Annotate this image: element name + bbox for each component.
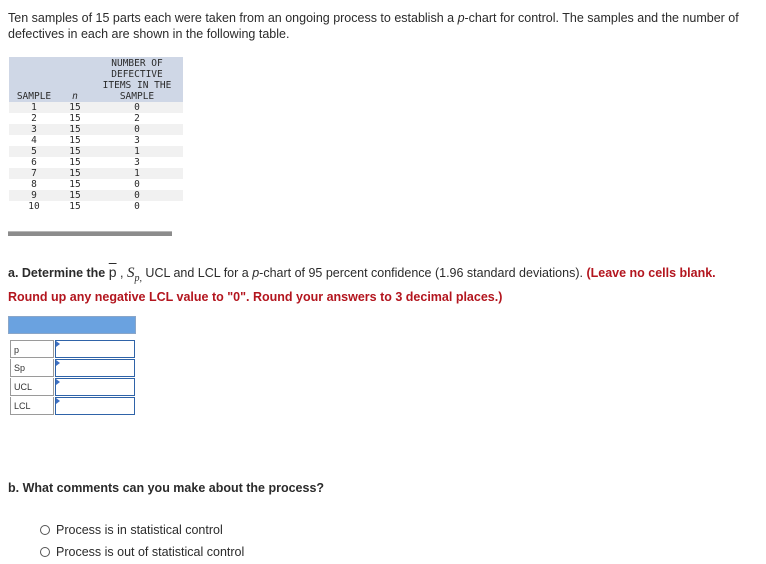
header-defective (91, 57, 183, 102)
answer-row-ucl (8, 378, 136, 397)
intro-text-rest: -chart for control. The samples and the number of defectives in each are shown in the following table. (8, 11, 739, 41)
intro-p-italic: p (457, 11, 465, 25)
table-row (9, 102, 183, 113)
cell-sample: 4 (31, 135, 37, 146)
cell-sample: 8 (31, 179, 37, 190)
sp-symbol (126, 265, 142, 284)
header-line: ITEMS IN THE (102, 80, 172, 91)
table-row (9, 113, 183, 124)
answer-row-lcl (8, 397, 136, 416)
cell-n: 15 (69, 157, 81, 168)
table-row (9, 201, 183, 212)
cell-defective: 3 (134, 135, 140, 146)
cell-sample: 10 (28, 201, 40, 212)
cell-n: 15 (59, 190, 91, 201)
intro-text: Ten samples of 15 parts each were taken from an ongoing process to establish a (8, 11, 458, 25)
cell-defective: 0 (91, 102, 183, 113)
cell-n: 15 (69, 135, 81, 146)
cell-n: 15 (59, 124, 91, 135)
cell-sample: 9 (9, 190, 59, 201)
answer-label-ucl: UCL (10, 378, 54, 396)
answer-grid-header (8, 316, 136, 334)
question-a-rest: -chart of 95 percent confidence (1.96 standard deviations). (259, 266, 587, 280)
sp-main: S (126, 265, 135, 281)
cell-n: 15 (69, 201, 81, 212)
cell-defective: 1 (91, 146, 183, 157)
p-italic: p (252, 266, 260, 280)
question-a (8, 263, 758, 306)
question-a-instruction: (Leave no cells blank. Round up any negative LCL value to "0". Round your answers to 3 decimal places.) (8, 266, 716, 304)
header-line: DEFECTIVE (111, 69, 163, 80)
input-marker-icon (56, 379, 60, 385)
cell-defective: 0 (91, 190, 183, 201)
answer-label-lcl: LCL (10, 397, 54, 415)
option-label: Process is in statistical control (56, 523, 223, 537)
cell-sample: 5 (9, 146, 59, 157)
cell-sample: 2 (31, 113, 37, 124)
cell-n: 15 (59, 102, 91, 113)
input-marker-icon (56, 360, 60, 366)
answer-row-sp (8, 359, 136, 378)
cell-n: 15 (69, 113, 81, 124)
input-marker-icon (56, 398, 60, 404)
radio-button[interactable] (40, 525, 50, 535)
cell-n: 15 (59, 168, 91, 179)
cell-sample: 3 (9, 124, 59, 135)
sp-input[interactable] (55, 359, 135, 377)
question-a-middle: UCL and LCL for a (141, 266, 253, 280)
header-line: SAMPLE (119, 91, 155, 102)
answer-grid (8, 316, 136, 416)
cell-n: 15 (59, 146, 91, 157)
option-label: Process is out of statistical control (56, 545, 245, 559)
cell-sample: 6 (31, 157, 37, 168)
ucl-input[interactable] (55, 378, 135, 396)
p-bar-symbol: $\overline{p}$ (108, 264, 117, 280)
table-row (9, 179, 183, 190)
radio-button[interactable] (40, 547, 50, 557)
question-b-text: b. What comments can you make about the process? (8, 481, 325, 495)
lcl-input[interactable] (55, 397, 135, 415)
option-in-control[interactable] (40, 523, 223, 537)
cell-defective: 0 (91, 124, 183, 135)
table-row (9, 190, 183, 201)
table-row (9, 157, 183, 168)
cell-sample: 7 (9, 168, 59, 179)
problem-intro (8, 10, 758, 42)
defects-table (9, 57, 183, 212)
sp-sub: p, (134, 273, 142, 284)
cell-defective: 2 (134, 113, 140, 124)
header-sample: SAMPLE (9, 57, 59, 102)
separator: , (116, 266, 127, 280)
table-bottom-rule (8, 231, 172, 236)
input-marker-icon (56, 341, 60, 347)
question-b (8, 481, 324, 495)
table-row (9, 168, 183, 179)
table-header-row (9, 57, 183, 102)
cell-defective: 1 (91, 168, 183, 179)
p-bar-input[interactable] (55, 340, 135, 358)
header-n: n (59, 57, 91, 102)
question-a-lead: a. Determine the (8, 266, 109, 280)
option-out-of-control[interactable] (40, 545, 244, 559)
cell-n: 15 (69, 179, 81, 190)
answer-label-p: p (10, 340, 54, 358)
answer-row-p (8, 340, 136, 359)
table-row (9, 146, 183, 157)
table-row (9, 124, 183, 135)
cell-defective: 0 (134, 201, 140, 212)
cell-sample: 1 (9, 102, 59, 113)
answer-label-sp: Sp (10, 359, 54, 377)
header-line: NUMBER OF (111, 58, 163, 69)
cell-defective: 3 (134, 157, 140, 168)
table-row (9, 135, 183, 146)
cell-defective: 0 (134, 179, 140, 190)
